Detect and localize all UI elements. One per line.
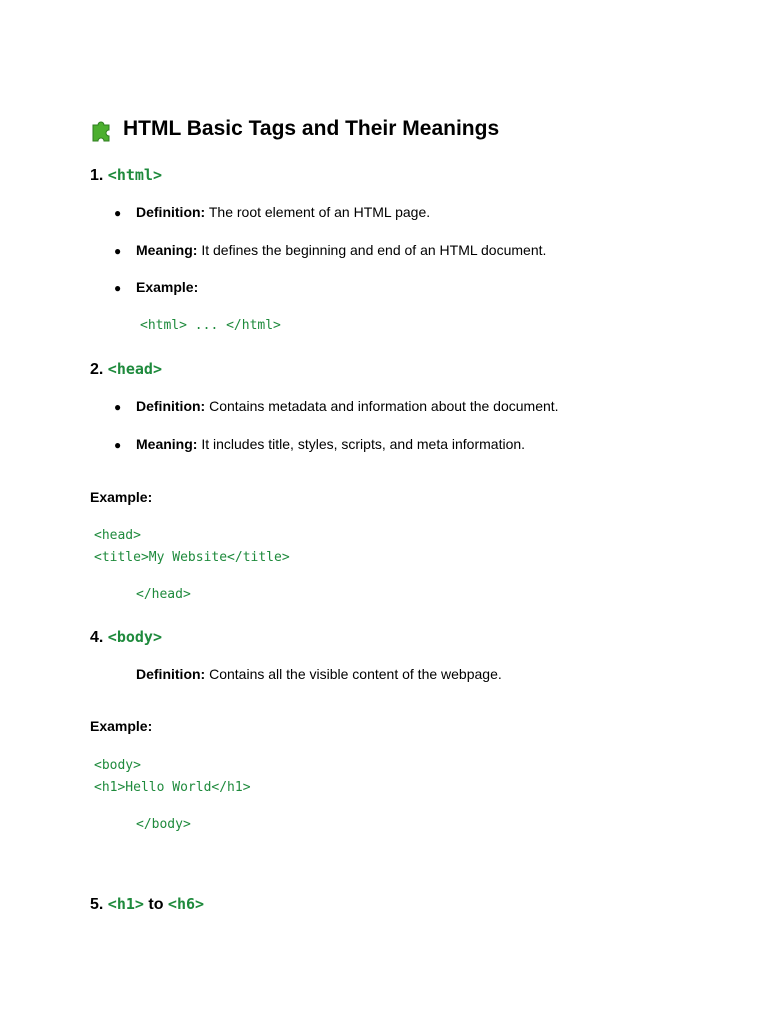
section-number: 2. (90, 361, 104, 378)
section-tag: <head> (107, 360, 162, 378)
code-line: </body> (136, 817, 191, 832)
bullet-label: Example: (136, 279, 199, 295)
bullet-text: The root element of an HTML page. (205, 204, 431, 220)
section-number: 5. (90, 896, 104, 913)
bullet-text: It defines the beginning and end of an HTML document. (197, 242, 547, 258)
section-heading-h1-h6 (90, 893, 204, 916)
bullet-label: Definition: (136, 204, 206, 220)
list-item (114, 396, 559, 417)
bullet-icon: ● (114, 281, 122, 295)
code-line: <body> (94, 758, 141, 773)
section-tag: <body> (107, 628, 162, 646)
definition-text: Contains all the visible content of the webpage. (205, 666, 502, 682)
list-item (114, 434, 525, 455)
code-line: <head> (94, 528, 141, 543)
list-item (114, 277, 198, 298)
definition-label: Definition: (136, 666, 206, 682)
bullet-icon: ● (114, 244, 122, 258)
example-label: Example: (90, 489, 153, 505)
bullet-text: It includes title, styles, scripts, and meta information. (197, 436, 526, 452)
list-item (114, 202, 430, 223)
section-number: 4. (90, 629, 104, 646)
puzzle-piece-icon (90, 116, 116, 142)
page-title-text: HTML Basic Tags and Their Meanings (123, 117, 500, 140)
section-joiner: to (143, 896, 168, 913)
code-line: </head> (136, 587, 191, 602)
bullet-label: Meaning: (136, 242, 198, 258)
section-heading-body (90, 626, 162, 649)
list-item (114, 240, 546, 261)
example-label: Example: (90, 718, 153, 734)
bullet-icon: ● (114, 206, 122, 220)
section-number: 1. (90, 167, 104, 184)
code-line: <h1>Hello World</h1> (94, 780, 251, 795)
code-line: <title>My Website</title> (94, 550, 290, 565)
code-line: <html> ... </html> (140, 318, 281, 333)
bullet-icon: ● (114, 438, 122, 452)
section-tag: <h6> (167, 895, 205, 913)
section-heading-html (90, 164, 162, 187)
section-heading-head (90, 358, 162, 381)
definition-line (136, 664, 502, 684)
bullet-label: Definition: (136, 398, 206, 414)
section-tag: <html> (107, 166, 162, 184)
section-tag: <h1> (107, 895, 144, 913)
bullet-label: Meaning: (136, 436, 198, 452)
bullet-text: Contains metadata and information about the document. (205, 398, 559, 414)
bullet-icon: ● (114, 400, 122, 414)
page-title (90, 114, 499, 144)
